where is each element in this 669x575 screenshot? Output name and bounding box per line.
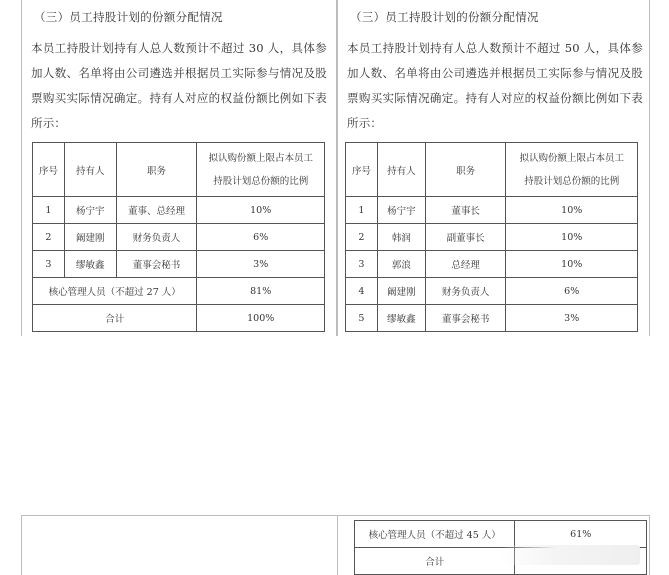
cell-holder: 缪敏鑫 <box>377 305 425 332</box>
table-row <box>346 224 638 251</box>
cell-ratio: 6% <box>506 278 638 305</box>
right-column <box>337 0 650 336</box>
cell-holder: 缪敏鑫 <box>64 251 116 278</box>
cell-holder: 杨宁宇 <box>64 197 116 224</box>
cell-position: 董事会秘书 <box>116 251 197 278</box>
cell-position: 总经理 <box>425 251 506 278</box>
core-management-row <box>33 278 325 305</box>
header-holder: 持有人 <box>64 143 116 197</box>
table-row <box>346 251 638 278</box>
cell-no: 4 <box>346 278 378 305</box>
header-no: 序号 <box>346 143 378 197</box>
total-label: 合计 <box>355 548 515 575</box>
table-row <box>346 278 638 305</box>
right-section-heading: （三）员工持股计划的份额分配情况 <box>350 10 539 24</box>
cell-ratio: 10% <box>197 197 325 224</box>
cell-position: 董事、总经理 <box>116 197 197 224</box>
right-paragraph: 本员工持股计划持有人总人数预计不超过 50 人，具体参加人数、名单将由公司遴选并根据员工实际参与情况及股票购买实际情况确定。持有人对应的权益份额比例如下表所示： <box>347 41 643 130</box>
cell-ratio: 10% <box>506 224 638 251</box>
cell-position: 董事会秘书 <box>425 305 506 332</box>
cell-holder: 郭浪 <box>377 251 425 278</box>
header-ratio-line2: 持股计划总份额的比例 <box>213 175 309 187</box>
header-position: 职务 <box>116 143 197 197</box>
total-row <box>33 305 325 332</box>
cell-holder: 杨宁宇 <box>377 197 425 224</box>
cell-no: 2 <box>346 224 378 251</box>
left-section-heading: （三）员工持股计划的份额分配情况 <box>34 10 223 24</box>
cell-position: 副董事长 <box>425 224 506 251</box>
cell-no: 2 <box>33 224 65 251</box>
header-ratio-line2: 持股计划总份额的比例 <box>524 175 620 187</box>
cell-no: 1 <box>346 197 378 224</box>
header-ratio <box>506 143 638 197</box>
table-row <box>33 224 325 251</box>
cell-ratio: 10% <box>506 197 638 224</box>
cell-holder: 阚建刚 <box>377 278 425 305</box>
core-label: 核心管理人员（不超过 45 人） <box>355 521 515 548</box>
header-ratio <box>197 143 325 197</box>
table-header-row <box>33 143 325 197</box>
core-ratio: 61% <box>515 521 647 548</box>
left-paragraph: 本员工持股计划持有人总人数预计不超过 30 人，具体参加人数、名单将由公司遴选并根据员工实际参与情况及股票购买实际情况确定。持有人对应的权益份额比例如下表所示： <box>31 41 327 130</box>
cell-position: 董事长 <box>425 197 506 224</box>
cell-ratio: 3% <box>197 251 325 278</box>
watermark-fade <box>500 545 640 565</box>
cell-no: 1 <box>33 197 65 224</box>
total-label: 合计 <box>33 305 197 332</box>
cell-ratio: 3% <box>506 305 638 332</box>
header-ratio-line1: 拟认购份额上限占本员工 <box>208 152 313 164</box>
left-column <box>21 0 337 336</box>
cell-no: 5 <box>346 305 378 332</box>
cell-position: 财务负责人 <box>116 224 197 251</box>
cell-ratio: 10% <box>506 251 638 278</box>
table-header-row <box>346 143 638 197</box>
table-row <box>33 197 325 224</box>
core-management-row <box>355 521 647 548</box>
left-allocation-table <box>32 142 325 332</box>
cell-position: 财务负责人 <box>425 278 506 305</box>
cell-ratio: 6% <box>197 224 325 251</box>
table-row <box>33 251 325 278</box>
header-position: 职务 <box>425 143 506 197</box>
core-ratio: 81% <box>197 278 325 305</box>
cell-no: 3 <box>33 251 65 278</box>
table-row <box>346 197 638 224</box>
column-divider <box>337 516 338 575</box>
table-row <box>346 305 638 332</box>
total-ratio: 100% <box>197 305 325 332</box>
header-holder: 持有人 <box>377 143 425 197</box>
core-label: 核心管理人员（不超过 27 人） <box>33 278 197 305</box>
cell-holder: 韩润 <box>377 224 425 251</box>
header-ratio-line1: 拟认购份额上限占本员工 <box>519 152 624 164</box>
header-no: 序号 <box>33 143 65 197</box>
cell-holder: 阚建刚 <box>64 224 116 251</box>
cell-no: 3 <box>346 251 378 278</box>
right-allocation-table <box>345 142 638 332</box>
